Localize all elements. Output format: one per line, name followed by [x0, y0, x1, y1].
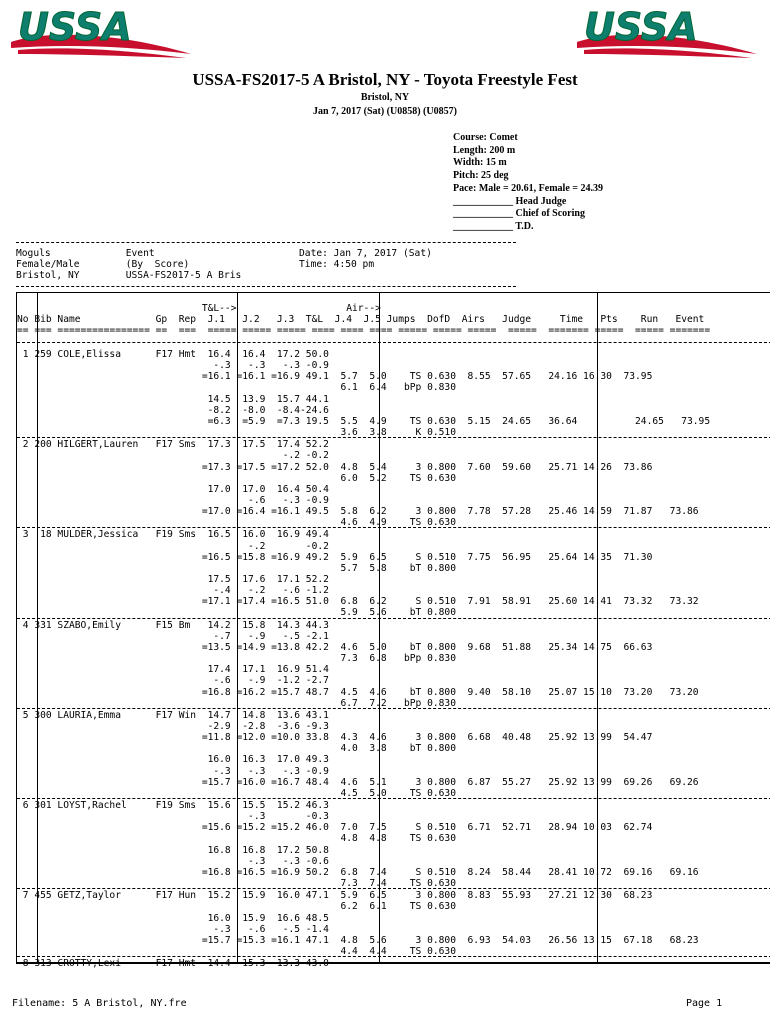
- athlete-row: 3 18 MULDER,Jessica F19 Sms 16.5 16.0 16.9 49.4: [17, 529, 329, 541]
- table-bottom-rule: [16, 962, 770, 964]
- logo-text: USSA: [584, 5, 698, 49]
- athlete-row-line: =17.0 =16.4 =16.1 49.5 5.8 6.2 3 0.800 7.78 57.28 25.46 14.59 71.87 73.86: [17, 506, 699, 518]
- athlete-row-line: 4.8 4.8 TS 0.630: [17, 833, 456, 845]
- athlete-row: 7 455 GETZ,Taylor F17 Hun 15.2 15.9 16.0 47.1 5.9 6.5 3 0.800 8.83 55.93 27.21 12.30 68.23: [17, 890, 653, 902]
- athlete-row: 6 301 LOYST,Rachel F19 Sms 15.6 15.5 15.2 46.3: [17, 800, 329, 811]
- ussa-logo-right: [572, 2, 762, 62]
- athlete-row-line: 16.8 16.8 17.2 50.8: [17, 844, 329, 856]
- event-location: Bristol, NY: [360, 92, 410, 103]
- athlete-row-line: =15.7 =15.3 =16.1 47.1 4.8 5.6 3 0.800 6.93 54.03 26.56 13.15 67.18 68.23: [17, 934, 699, 946]
- course-name: Course: Comet: [453, 132, 518, 143]
- athlete-row-line: -.2 -0.2: [17, 540, 329, 552]
- chief-scoring-line: ____________ Chief of Scoring: [453, 208, 585, 220]
- athlete-row-line: 4.6 4.9 TS 0.630: [17, 517, 456, 529]
- athlete-row: 4 331 SZABO,Emily F15 Bm 14.2 15.8 14.3 44.3: [17, 619, 329, 631]
- athlete-row-line: 4.4 4.4 TS 0.630: [17, 945, 456, 957]
- athlete-row: 8 313 CROTTY,Lexi F17 Hmt 14.4 15.3 13.3 43.0: [17, 958, 329, 970]
- course-info: [453, 132, 603, 234]
- course-pitch: Pitch: 25 deg: [453, 170, 509, 182]
- info-line-3: Bristol, NY USSA-FS2017-5 A Bris: [16, 270, 242, 281]
- athlete-row-line: -.2 -0.2: [17, 450, 329, 462]
- athlete-row-line: 5.9 5.6 bT 0.800: [17, 607, 456, 619]
- info-line-1: Moguls Event Date: Jan 7, 2017 (Sat): [16, 248, 432, 259]
- athlete-row: 5 300 LAURIA,Emma F17 Win 14.7 14.8 13.6 43.1: [17, 709, 329, 721]
- athlete-row-line: -.7 -.9 -.5 -2.1: [17, 630, 329, 642]
- course-length: Length: 200 m: [453, 144, 516, 156]
- athlete-row-line: 4.5 5.0 TS 0.630: [17, 787, 456, 799]
- athlete-row: 2 200 HILGERT,Lauren F17 Sms 17.3 17.5 17.4 52.2: [17, 439, 329, 451]
- athlete-row-line: 6.7 7.2 bPp 0.830: [17, 697, 456, 709]
- header-row-2: No Bib Name Gp Rep J.1 J.2 J.3 T&L J.4 J.5 Jumps DofD Airs Judge Time Pts Run Event: [17, 314, 705, 325]
- athlete-row-line: =15.6 =15.2 =15.2 46.0 7.0 7.5 S 0.510 6.71 52.71 28.94 10.03 62.74: [17, 822, 653, 834]
- row-separator: [17, 342, 770, 343]
- row-separator: [17, 527, 770, 528]
- course-width: Width: 15 m: [453, 157, 507, 169]
- athlete-row-line: 6.0 5.2 TS 0.630: [17, 472, 456, 484]
- row-separator: [17, 618, 770, 619]
- row-separator: [17, 798, 770, 799]
- divider: [16, 242, 516, 243]
- footer-page: Page 1: [686, 998, 723, 1009]
- athlete-row-line: 4.0 3.8 bT 0.800: [17, 743, 456, 755]
- head-judge-line: ____________ Head Judge: [453, 195, 567, 207]
- athlete-row-line: -.6 -.3 -0.9: [17, 494, 329, 506]
- athlete-row-line: 6.1 6.4 bPp 0.830: [17, 382, 456, 394]
- athlete-row-line: 6.2 6.1 TS 0.630: [17, 901, 456, 913]
- athlete-row-line: =17.3 =17.5 =17.2 52.0 4.8 5.4 3 0.800 7.60 59.60 25.71 14.26 73.86: [17, 461, 653, 473]
- row-separator: [17, 437, 770, 438]
- athlete-row-line: -.3 -0.3: [17, 811, 329, 823]
- ussa-logo-left: [6, 2, 196, 62]
- athlete-row-line: -2.9 -2.8 -3.6 -9.3: [17, 720, 329, 732]
- page-title: USSA-FS2017-5 A Bristol, NY - Toyota Freestyle Fest: [192, 70, 578, 89]
- logo-text: USSA: [18, 5, 132, 49]
- athlete-row-line: -.4 -.2 -.6 -1.2: [17, 585, 329, 597]
- athlete-row-line: 3.6 3.8 K 0.510: [17, 427, 456, 439]
- athlete-row-line: -.3 -.3 -.3 -0.9: [17, 360, 329, 372]
- td-line: ____________ T.D.: [453, 220, 534, 232]
- header-row-1: T&L--> Air-->: [17, 303, 381, 314]
- athlete-row-line: 16.0 16.3 17.0 49.3: [17, 754, 329, 766]
- row-separator: [17, 708, 770, 709]
- course-pace: Pace: Male = 20.61, Female = 24.39: [453, 182, 603, 194]
- row-separator: [17, 956, 770, 957]
- athlete-row-line: =16.8 =16.5 =16.9 50.2 6.8 7.4 S 0.510 8.24 58.44 28.41 10.72 69.16 69.16: [17, 866, 699, 878]
- athlete-row-line: 5.7 5.8 bT 0.800: [17, 562, 456, 574]
- athlete-row-line: -8.2 -8.0 -8.4-24.6: [17, 404, 329, 416]
- athlete-row-line: =16.8 =16.2 =15.7 48.7 4.5 4.6 bT 0.800 9.40 58.10 25.07 15.10 73.20 73.20: [17, 686, 699, 698]
- row-separator: [17, 888, 770, 889]
- info-line-2: Female/Male (By Score) Time: 4:50 pm: [16, 259, 375, 270]
- athlete-row-line: =16.5 =15.8 =16.9 49.2 5.9 6.5 S 0.510 7.75 56.95 25.64 14.35 71.30: [17, 551, 653, 563]
- divider: [16, 286, 516, 287]
- athlete-row-line: =6.3 =5.9 =7.3 19.5 5.5 4.9 TS 0.630 5.15 24.65 36.64 24.65 73.95: [17, 415, 711, 427]
- header-row-3: == === ================ == === ===== ===== ===== ==== ==== ==== ===== ===== ===== ===== ======= ===== ===== =======: [17, 325, 711, 336]
- athlete-row-line: =17.1 =17.4 =16.5 51.0 6.8 6.2 S 0.510 7.91 58.91 25.60 14.41 73.32 73.32: [17, 596, 699, 608]
- event-date: Jan 7, 2017 (Sat) (U0858) (U0857): [313, 106, 457, 117]
- athlete-row-line: 17.4 17.1 16.9 51.4: [17, 664, 329, 676]
- athlete-row-line: 14.5 13.9 15.7 44.1: [17, 393, 329, 405]
- athlete-row-line: =16.1 =16.1 =16.9 49.1 5.7 5.0 TS 0.630 8.55 57.65 24.16 16.30 73.95: [17, 371, 653, 383]
- athlete-row-line: -.3 -.3 -0.6: [17, 855, 329, 867]
- athlete-row-line: -.3 -.3 -.3 -0.9: [17, 765, 329, 777]
- athlete-row-line: 7.3 7.4 TS 0.630: [17, 878, 456, 890]
- athlete-row-line: 17.0 17.0 16.4 50.4: [17, 483, 329, 495]
- athlete-row: 1 259 COLE,Elissa F17 Hmt 16.4 16.4 17.2 50.0: [17, 349, 329, 360]
- athlete-row-line: =15.7 =16.0 =16.7 48.4 4.6 5.1 3 0.800 6.87 55.27 25.92 13.99 69.26 69.26: [17, 776, 699, 788]
- footer-filename: Filename: 5 A Bristol, NY.fre: [12, 998, 187, 1009]
- athlete-row-line: 7.3 6.8 bPp 0.830: [17, 653, 456, 665]
- athlete-row-line: 16.0 15.9 16.6 48.5: [17, 912, 329, 924]
- athlete-row-line: =13.5 =14.9 =13.8 42.2 4.6 5.0 bT 0.800 9.68 51.88 25.34 14.75 66.63: [17, 641, 653, 653]
- results-table: [16, 292, 770, 970]
- athlete-row-line: -.6 -.9 -1.2 -2.7: [17, 675, 329, 687]
- athlete-row-line: 17.5 17.6 17.1 52.2: [17, 574, 329, 585]
- athlete-row-line: -.3 -.6 -.5 -1.4: [17, 923, 329, 935]
- athlete-row-line: =11.8 =12.0 =10.0 33.8 4.3 4.6 3 0.800 6.68 40.48 25.92 13.99 54.47: [17, 732, 653, 744]
